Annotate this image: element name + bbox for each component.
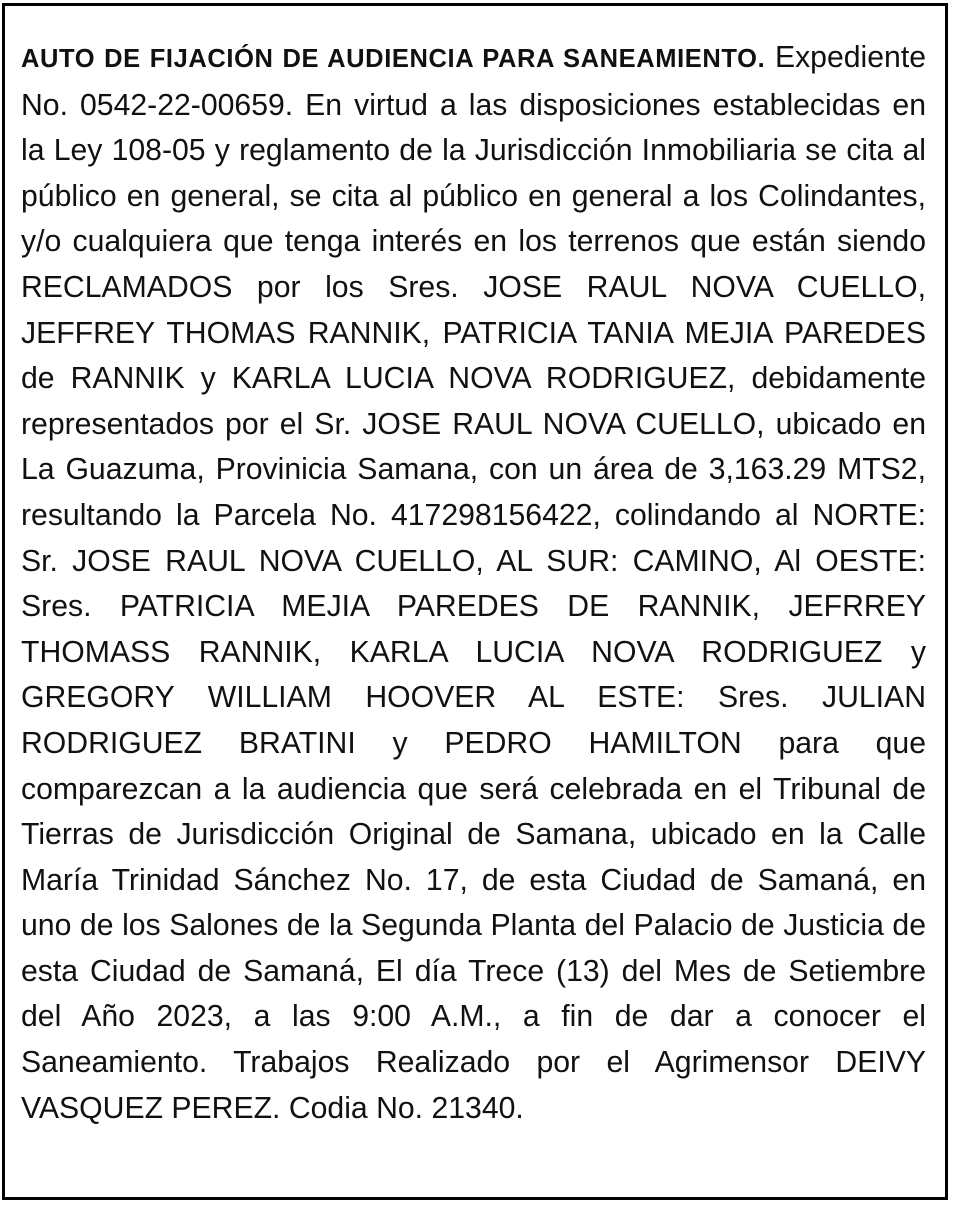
legal-notice: [21, 35, 926, 1131]
notice-title: AUTO DE FIJACIÓN DE AUDIENCIA PARA SANEAMIENTO.: [21, 45, 766, 73]
notice-body: Expediente No. 0542-22-00659. En virtud a las disposiciones establecidas en la Ley 108-05 y reglamento de la Jurisdicción Inmobiliaria se cita al público en general, se cita al público en general a los Colindantes, y/o cualquiera que tenga interés en los terrenos que están siendo RECLAMADOS por los Sres. JOSE RAUL NOVA CUELLO, JEFFREY THOMAS RANNIK, PATRICIA TANIA MEJIA PAREDES de RANNIK y KARLA LUCIA NOVA RODRIGUEZ, debidamente representados por el Sr. JOSE RAUL NOVA CUELLO, ubicado en La Guazuma, Provinicia Samana, con un área de 3,163.29 MTS2, resultando la Parcela No. 417298156422, colindando al NORTE: Sr. JOSE RAUL NOVA CUELLO, AL SUR: CAMINO, Al OESTE: Sres. PATRICIA MEJIA PAREDES DE RANNIK, JEFRREY THOMASS RANNIK, KARLA LUCIA NOVA RODRIGUEZ y GREGORY WILLIAM HOOVER AL ESTE: Sres. JULIAN RODRIGUEZ BRATINI y PEDRO HAMILTON para que comparezcan a la audiencia que será celebrada en el Tribunal de Tierras de Jurisdicción Original de Samana, ubicado en la Calle María Trinidad Sánchez No. 17, de esta Ciudad de Samaná, en uno de los Salones de la Segunda Planta del Palacio de Justicia de esta Ciudad de Samaná, El día Trece (13) del Mes de Setiembre del Año 2023, a las 9:00 A.M., a fin de dar a conocer el Saneamiento. Trabajos Realizado por el Agrimensor DEIVY VASQUEZ PEREZ. Codia No. 21340.: [21, 41, 926, 1125]
